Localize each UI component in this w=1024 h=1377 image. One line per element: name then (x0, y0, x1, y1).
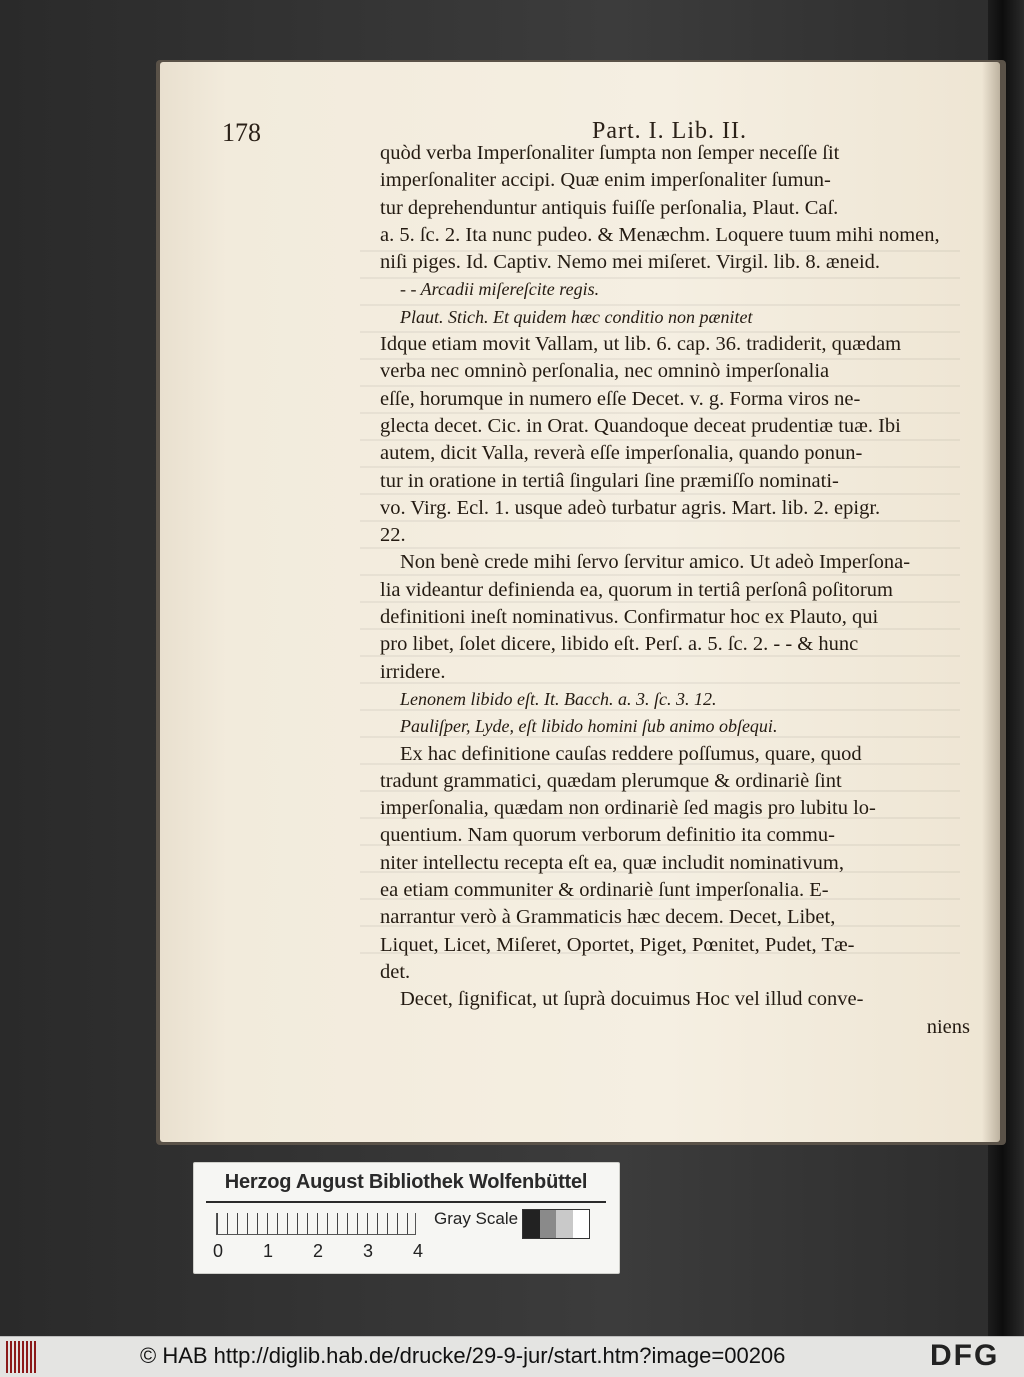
ruler-number: 4 (412, 1241, 423, 1261)
text-line: a. 5. ſc. 2. Ita nunc pudeo. & Menæchm. Loquere tuum mihi nomen, (380, 223, 940, 246)
gray-scale-label: Gray Scale (434, 1209, 519, 1228)
hab-logo-icon (6, 1341, 38, 1373)
dfg-logo: DFG (930, 1339, 1000, 1372)
text-line: quòd verba Imperſonaliter ſumpta non ſemper neceſſe ſit (380, 142, 840, 164)
text-line: vo. Virg. Ecl. 1. usque adeò turbatur agris. Mart. lib. 2. epigr. (380, 496, 881, 519)
text-line: irridere. (380, 660, 446, 683)
text-line: niſi piges. Id. Captiv. Nemo mei miſeret. Virgil. lib. 8. æneid. (380, 251, 881, 274)
gray-swatch (540, 1210, 557, 1238)
text-line: det. (380, 960, 411, 983)
page-number: 178 (222, 118, 261, 147)
gray-swatch (556, 1210, 573, 1238)
gray-swatch (523, 1210, 540, 1238)
text-line: Idque etiam movit Vallam, ut lib. 6. cap. 36. tradiderit, quædam (380, 333, 902, 356)
text-line: lia videantur definienda ea, quorum in tertiâ perſonâ poſitorum (380, 578, 893, 601)
text-line: Ex hac definitione cauſas reddere poſſumus, quare, quod (400, 742, 862, 765)
gray-swatch (573, 1210, 590, 1238)
text-line: Decet, ſignificat, ut ſuprà docuimus Hoc vel illud conve- (400, 988, 864, 1011)
text-line: eſſe, horumque in numero eſſe Decet. v. g. Forma viros ne- (380, 387, 861, 410)
text-line: tradunt grammatici, quædam plerumque & ordinariè ſint (380, 769, 842, 792)
color-calibration-card (193, 1162, 620, 1274)
body-text (380, 140, 970, 1041)
running-title: Part. I. Lib. II. (592, 118, 747, 144)
text-line: narrantur verò à Grammaticis hæc decem. Decet, Libet, (380, 906, 836, 929)
text-line: Liquet, Licet, Miſeret, Oportet, Piget, Pœnitet, Pudet, Tæ- (380, 933, 855, 956)
text-line: Plaut. Stich. Et quidem hæc conditio non pænitet (400, 306, 753, 327)
gray-scale-swatches (522, 1209, 590, 1239)
ruler-number: 3 (362, 1241, 373, 1261)
text-line: definitioni ineſt nominativus. Confirmatur hoc ex Plauto, qui (380, 606, 879, 629)
text-line: niter intellectu recepta eſt ea, quæ includit nominativum, (380, 851, 844, 874)
text-line: tur deprehenduntur antiquis fuiſſe perſonalia, Plaut. Caſ. (380, 196, 839, 219)
text-line: 22. (380, 524, 406, 547)
text-line: verba nec omninò perſonalia, nec omninò imperſonalia (380, 360, 830, 383)
footer-bar (0, 1336, 1024, 1377)
text-line: imperſonaliter accipi. Quæ enim imperſonaliter ſumun- (380, 169, 831, 192)
text-line: Non benè crede mihi ſervo ſervitur amico. Ut adeò Imperſona- (400, 551, 911, 574)
text-line: Pauliſper, Lyde, eſt libido homini ſub animo obſequi. (400, 716, 778, 737)
text-line: niens (926, 1015, 970, 1038)
text-line: glecta decet. Cic. in Orat. Quandoque deceat prudentiæ tuæ. Ibi (380, 414, 901, 437)
ruler-number: 2 (312, 1241, 323, 1261)
ruler-scale (216, 1213, 416, 1235)
library-name: Herzog August Bibliothek Wolfenbüttel (206, 1171, 606, 1203)
text-line: imperſonalia, quædam non ordinariè ſed magis pro lubitu lo- (380, 797, 876, 820)
ruler-number: 0 (212, 1241, 223, 1261)
ruler-number: 1 (262, 1241, 273, 1261)
text-line: tur in oratione in tertiâ ſingulari ſine præmiſſo nominati- (380, 469, 839, 492)
text-line: - - Arcadii miſereſcite regis. (400, 279, 600, 300)
page-gutter (982, 62, 1000, 1142)
text-line: autem, dicit Valla, reverà eſſe imperſonalia, quando ponun- (380, 442, 863, 465)
text-line: pro libet, ſolet dicere, libido eſt. Perſ. a. 5. ſc. 2. - - & hunc (380, 633, 859, 656)
copyright-link[interactable]: © HAB http://diglib.hab.de/drucke/29-9-jur/start.htm?image=00206 (140, 1343, 786, 1368)
text-line: Lenonem libido eſt. It. Bacch. a. 3. ſc. 3. 12. (400, 688, 717, 709)
text-line: ea etiam communiter & ordinariè ſunt imperſonalia. E- (380, 879, 829, 902)
text-line: quentium. Nam quorum verborum definitio ita commu- (380, 824, 835, 847)
